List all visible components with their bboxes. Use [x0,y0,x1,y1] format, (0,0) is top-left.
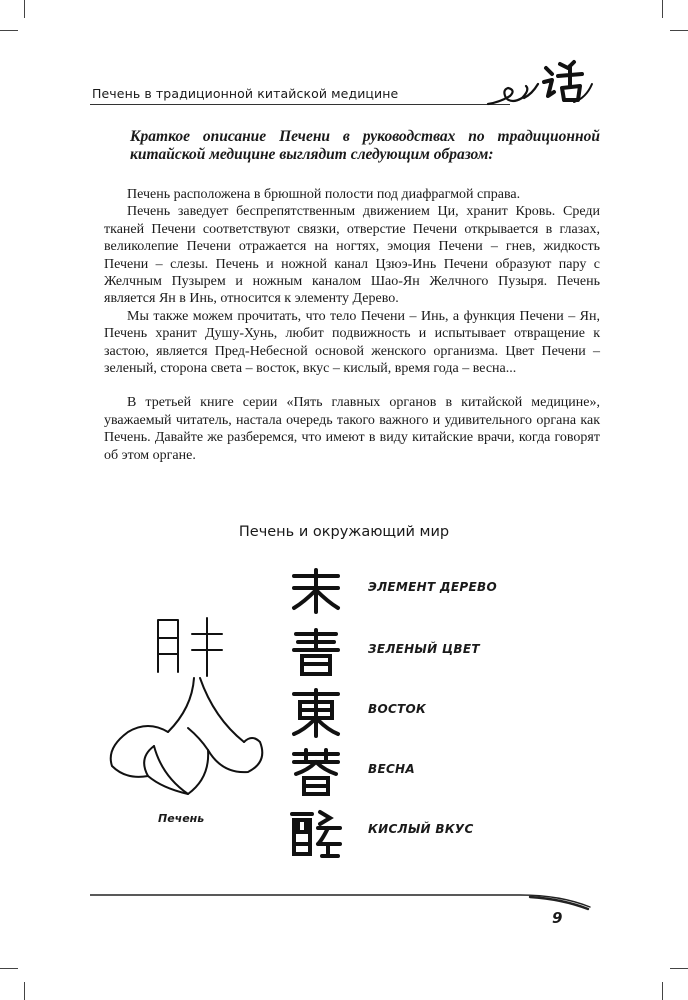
crop-mark [0,30,18,31]
association-label: ВОСТОК [368,702,427,716]
crop-mark [24,0,25,18]
liver-caption: Печень [158,812,205,825]
paragraph: Печень заведует беспрепятственным движением Ци, хранит Кровь. Среди тканей Печени соответствуют связки, отверстие Печени открывается в глазах, великолепие Печени отражается на ногтях, эмоция Печени – гнев, жидкость Печени – слезы. Печень и ножной канал Цзюэ-Инь Печени образуют пару с Желчным Пузырем и ножным каналом Шао-Ян Желчного Пузыря. Печень является Ян в Инь, относится к элементу Дерево. [104,204,600,307]
paragraph: Мы также можем прочитать, что тело Печени – Инь, а функция Печени – Ян, Печень хранит Душу-Хунь, любит подвижность и испытывает отвращение к застою, является Пред-Небесной основой женского организма. Цвет Печени – зеленый, сторона света – восток, вкус – кислый, время года – весна... [104,308,600,377]
seal-spring-icon [288,748,344,798]
crop-mark [662,0,663,18]
crop-mark [670,968,688,969]
association-label: ЗЕЛЕНЫЙ ЦВЕТ [368,642,480,656]
running-header: Печень в традиционной китайской медицине [92,86,399,101]
association-label: ВЕСНА [368,762,415,776]
paragraph: Печень расположена в брюшной полости под диафрагмой справа. [127,187,521,202]
intro-heading: Краткое описание Печени в руководствах по традиционной китайской медицине выглядит следующим образом: [130,128,600,163]
seal-wood-icon [288,566,344,616]
association-label: ЭЛЕМЕНТ ДЕРЕВО [368,580,497,594]
page-number: 9 [552,909,563,927]
footer-rule [90,893,600,913]
header-rule [90,104,510,105]
crop-mark [662,982,663,1000]
crop-mark [670,30,688,31]
crop-mark [24,982,25,1000]
seal-sour-icon [288,808,344,860]
body-text [104,186,600,464]
figure-title: Печень и окружающий мир [238,524,450,540]
seal-east-icon [288,688,344,738]
seal-green-icon [288,628,344,678]
calligraphy-brush-icon [486,54,596,110]
crop-mark [0,968,18,969]
liver-character-icon [96,608,276,808]
paragraph: В третьей книге серии «Пять главных органов в китайской медицине», уважаемый читатель, настала очередь такого важного и удивительного органа как Печень. Давайте же разберемся, что имеют в виду китайские врачи, когда говорят об этом органе. [104,395,600,463]
association-label: КИСЛЫЙ ВКУС [368,822,474,836]
